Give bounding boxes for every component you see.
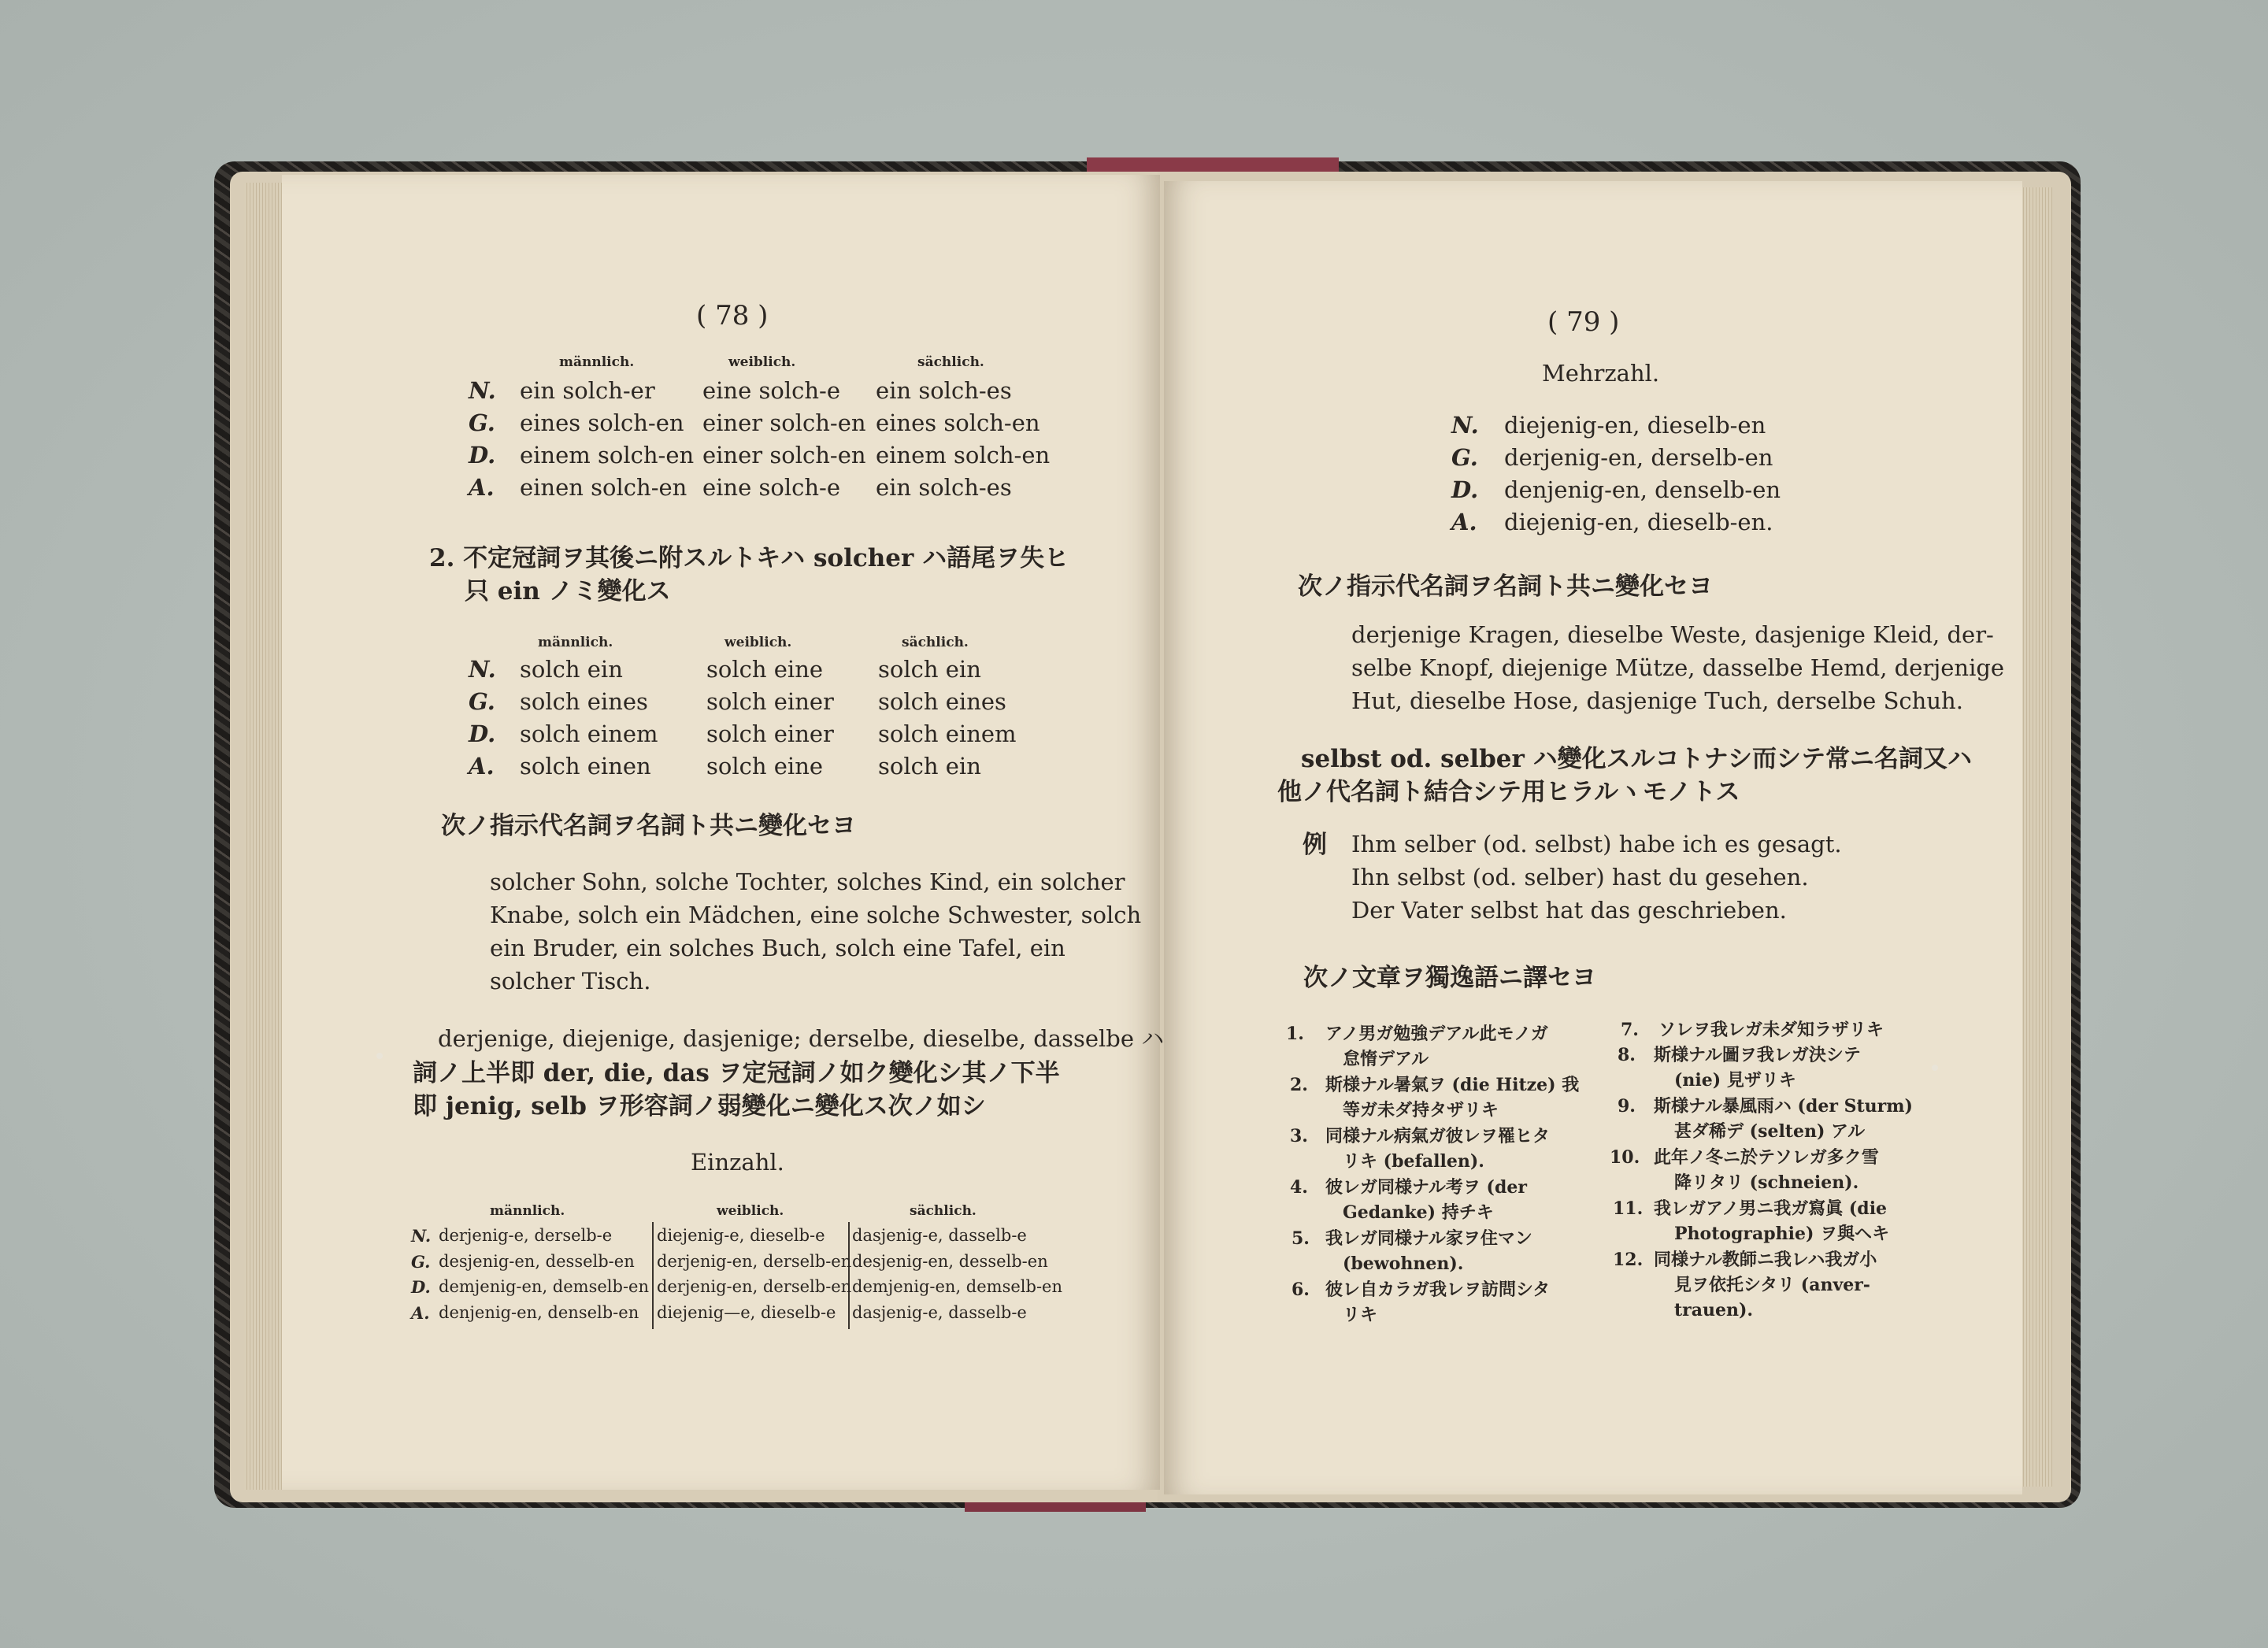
col-header: männlich. (490, 1203, 565, 1219)
column-divider (848, 1222, 850, 1329)
page-edges-left (244, 183, 284, 1490)
table-cell: demjenig-en, demselb-en (852, 1277, 1063, 1296)
example-sentence: Ihn selbst (od. selber) hast du gesehen. (1351, 864, 1809, 891)
exercise-instruction: 次ノ指示代名詞ヲ名詞ト共ニ變化セヨ (1298, 572, 1713, 601)
col-header: sächlich. (902, 635, 969, 650)
exercise-line: Hut, dieselbe Hose, dasjenige Tuch, derselbe Schuh. (1351, 687, 1963, 714)
sentence-text: 我レガ同様ナル家ヲ住マン (1325, 1228, 1532, 1249)
section-2-text: 只 ein ノミ變化ス (465, 577, 671, 606)
case-label: G. (469, 688, 495, 715)
table-cell: solch einem (520, 720, 658, 747)
table-cell: eine solch-e (702, 474, 840, 501)
paragraph-line: 詞ノ上半即 der, die, das ヲ定冠詞ノ如ク變化シ其ノ下半 (413, 1059, 1060, 1087)
case-label: G. (411, 1252, 431, 1272)
table-cell: einen solch-en (520, 474, 687, 501)
table-cell: eine solch-e (702, 377, 840, 404)
table-cell: solch einem (878, 720, 1017, 747)
sentence-text: Gedanke) 持チキ (1343, 1202, 1494, 1223)
sentence-text: 怠惰デアル (1343, 1049, 1429, 1069)
case-label: D. (411, 1277, 431, 1297)
exercise-line: solcher Tisch. (490, 968, 651, 994)
table-cell: denjenig-en, denselb-en (439, 1303, 639, 1322)
sentence-text: 斯様ナル圖ヲ我レガ決シテ (1654, 1045, 1861, 1065)
sentence-text: リキ (1343, 1305, 1378, 1325)
col-header: sächlich. (917, 354, 984, 370)
sentence-text: (nie) 見ザリキ (1674, 1070, 1796, 1091)
table-cell: derjenig-e, derselb-e (439, 1226, 613, 1245)
col-header: weiblich. (724, 635, 792, 650)
table-cell: solch ein (878, 656, 981, 683)
case-label: D. (469, 720, 496, 747)
col-header: sächlich. (910, 1203, 976, 1219)
sentence-text: 同様ナル病氣ガ彼レヲ罹ヒタ (1325, 1126, 1550, 1146)
table-cell: solch eine (706, 753, 824, 780)
section-2-text: 2. 不定冠詞ヲ其後ニ附スルトキハ solcher ハ語尾ヲ失ヒ (429, 544, 1069, 572)
table-cell: eines solch-en (520, 409, 684, 436)
sentence-text: 甚ダ稀デ (selten) アル (1674, 1121, 1866, 1142)
col-header: männlich. (538, 635, 613, 650)
sentence-text: 我レガアノ男ニ我ガ寫眞 (die (1654, 1198, 1888, 1219)
page-hole-mark (376, 1053, 383, 1059)
translate-instruction: 次ノ文章ヲ獨逸語ニ譯セヨ (1303, 964, 1596, 992)
sentence-number: 9. (1618, 1096, 1636, 1117)
sentence-text: 彼レ自カラガ我レヲ訪問シタ (1325, 1280, 1551, 1300)
table-cell: solch einen (520, 753, 651, 780)
sentence-number: 12. (1613, 1250, 1644, 1270)
sentence-number: 11. (1613, 1198, 1644, 1219)
table-cell: solch einer (706, 720, 834, 747)
sentence-number: 7. (1621, 1020, 1639, 1040)
table-cell: solch eines (878, 688, 1006, 715)
einzahl-heading: Einzahl. (691, 1149, 784, 1176)
sentence-text: 彼レガ同様ナル考ヲ (der (1325, 1177, 1527, 1198)
table-cell: solch eines (520, 688, 648, 715)
sentence-text: 等ガ未ダ持タザリキ (1343, 1100, 1499, 1120)
sentence-text: trauen). (1674, 1300, 1754, 1320)
case-label: G. (1451, 444, 1478, 471)
sentence-number: 10. (1610, 1147, 1640, 1168)
example-label: 例 (1303, 831, 1327, 859)
page-edges-right (2021, 187, 2052, 1487)
case-label: N. (1451, 412, 1479, 439)
sentence-number: 6. (1292, 1280, 1310, 1300)
column-divider (652, 1222, 654, 1329)
table-cell: derjenig-en, derselb-en (657, 1252, 852, 1271)
page-hole-mark (1932, 1065, 1938, 1071)
table-cell: demjenig-en, demselb-en (439, 1277, 650, 1296)
paragraph-line: selbst od. selber ハ變化スルコトナシ而シテ常ニ名詞又ハ (1301, 745, 1972, 773)
paragraph-line: 他ノ代名詞ト結合シテ用ヒラルヽモノトス (1277, 778, 1740, 806)
sentence-text: 同様ナル教師ニ我レハ我ガ小 (1654, 1250, 1877, 1270)
table-cell: ein solch-es (876, 377, 1012, 404)
col-header: weiblich. (717, 1203, 784, 1219)
example-sentence: Ihm selber (od. selbst) habe ich es gesagt. (1351, 831, 1842, 857)
sentence-number: 1. (1286, 1024, 1304, 1044)
case-label: A. (411, 1303, 430, 1323)
table-cell: einem solch-en (876, 442, 1051, 468)
table-cell: derjenig-en, derselb-en (657, 1277, 852, 1296)
table-cell: dasjenig-e, dasselb-e (852, 1226, 1027, 1245)
exercise-line: derjenige Kragen, dieselbe Weste, dasjenige Kleid, der- (1351, 621, 1994, 648)
sentence-text: 降リタリ (schneien). (1674, 1172, 1859, 1193)
table-cell: desjenig-en, desselb-en (852, 1252, 1048, 1271)
sentence-text: Photographie) ヲ與ヘキ (1674, 1224, 1890, 1244)
sentence-number: 8. (1618, 1045, 1636, 1065)
sentence-text: 此年ノ冬ニ於テソレガ多ク雪 (1654, 1147, 1879, 1168)
table-cell: denjenig-en, denselb-en (1504, 476, 1781, 503)
mehrzahl-heading: Mehrzahl. (1542, 360, 1660, 387)
case-label: N. (469, 656, 496, 683)
sentence-number: 3. (1290, 1126, 1308, 1146)
table-cell: diejenig-en, dieselb-en (1504, 412, 1766, 439)
table-cell: diejenig—e, dieselb-e (657, 1303, 836, 1322)
exercise-line: selbe Knopf, diejenige Mütze, dasselbe Hemd, derjenige (1351, 654, 2005, 681)
paragraph-line: 即 jenig, selb ヲ形容詞ノ弱變化ニ變化ス次ノ如シ (413, 1092, 986, 1120)
page-number-right: ( 79 ) (1547, 306, 1620, 338)
table-cell: solch einer (706, 688, 834, 715)
table-cell: diejenig-en, dieselb-en. (1504, 509, 1773, 535)
case-label: A. (469, 474, 495, 501)
sentence-number: 5. (1292, 1228, 1310, 1249)
table-cell: dasjenig-e, dasselb-e (852, 1303, 1027, 1322)
sentence-number: 4. (1290, 1177, 1308, 1198)
case-label: G. (469, 409, 495, 436)
sentence-text: ソレヲ我レガ未ダ知ラザリキ (1658, 1020, 1884, 1040)
sentence-text: リキ (befallen). (1343, 1151, 1484, 1172)
paragraph-line: derjenige, diejenige, dasjenige; derselbe, dieselbe, dasselbe ハ (438, 1025, 1165, 1052)
case-label: N. (411, 1226, 432, 1246)
table-cell: desjenig-en, desselb-en (439, 1252, 635, 1271)
example-sentence: Der Vater selbst hat das geschrieben. (1351, 897, 1787, 924)
col-header: weiblich. (728, 354, 796, 370)
table-cell: ein solch-es (876, 474, 1012, 501)
table-cell: solch ein (878, 753, 981, 780)
table-cell: einer solch-en (702, 442, 866, 468)
sentence-text: 斯様ナル暴風雨ハ (der Sturm) (1654, 1096, 1913, 1117)
exercise-line: ein Bruder, ein solches Buch, solch eine Tafel, ein (490, 935, 1065, 961)
sentence-text: 見ヲ依托シタリ (anver- (1674, 1275, 1870, 1295)
exercise-instruction: 次ノ指示代名詞ヲ名詞ト共ニ變化セヨ (441, 812, 856, 840)
case-label: D. (469, 442, 496, 468)
col-header: männlich. (559, 354, 635, 370)
table-cell: diejenig-e, dieselb-e (657, 1226, 825, 1245)
table-cell: eines solch-en (876, 409, 1040, 436)
table-cell: solch eine (706, 656, 824, 683)
table-cell: solch ein (520, 656, 623, 683)
table-cell: ein solch-er (520, 377, 655, 404)
table-cell: einem solch-en (520, 442, 695, 468)
sentence-text: (bewohnen). (1343, 1254, 1464, 1274)
sentence-text: アノ男ガ勉強デアル此モノガ (1325, 1024, 1548, 1044)
page-number-left: ( 78 ) (696, 300, 769, 331)
case-label: A. (469, 753, 495, 780)
exercise-line: Knabe, solch ein Mädchen, eine solche Schwester, solch (490, 902, 1142, 928)
table-cell: einer solch-en (702, 409, 866, 436)
sentence-number: 2. (1290, 1075, 1308, 1095)
exercise-line: solcher Sohn, solche Tochter, solches Kind, ein solcher (490, 868, 1125, 895)
case-label: D. (1451, 476, 1479, 503)
table-cell: derjenig-en, derselb-en (1504, 444, 1773, 471)
sentence-text: 斯様ナル暑氣ヲ (die Hitze) 我 (1325, 1075, 1580, 1095)
case-label: A. (1451, 509, 1477, 535)
case-label: N. (469, 377, 496, 404)
